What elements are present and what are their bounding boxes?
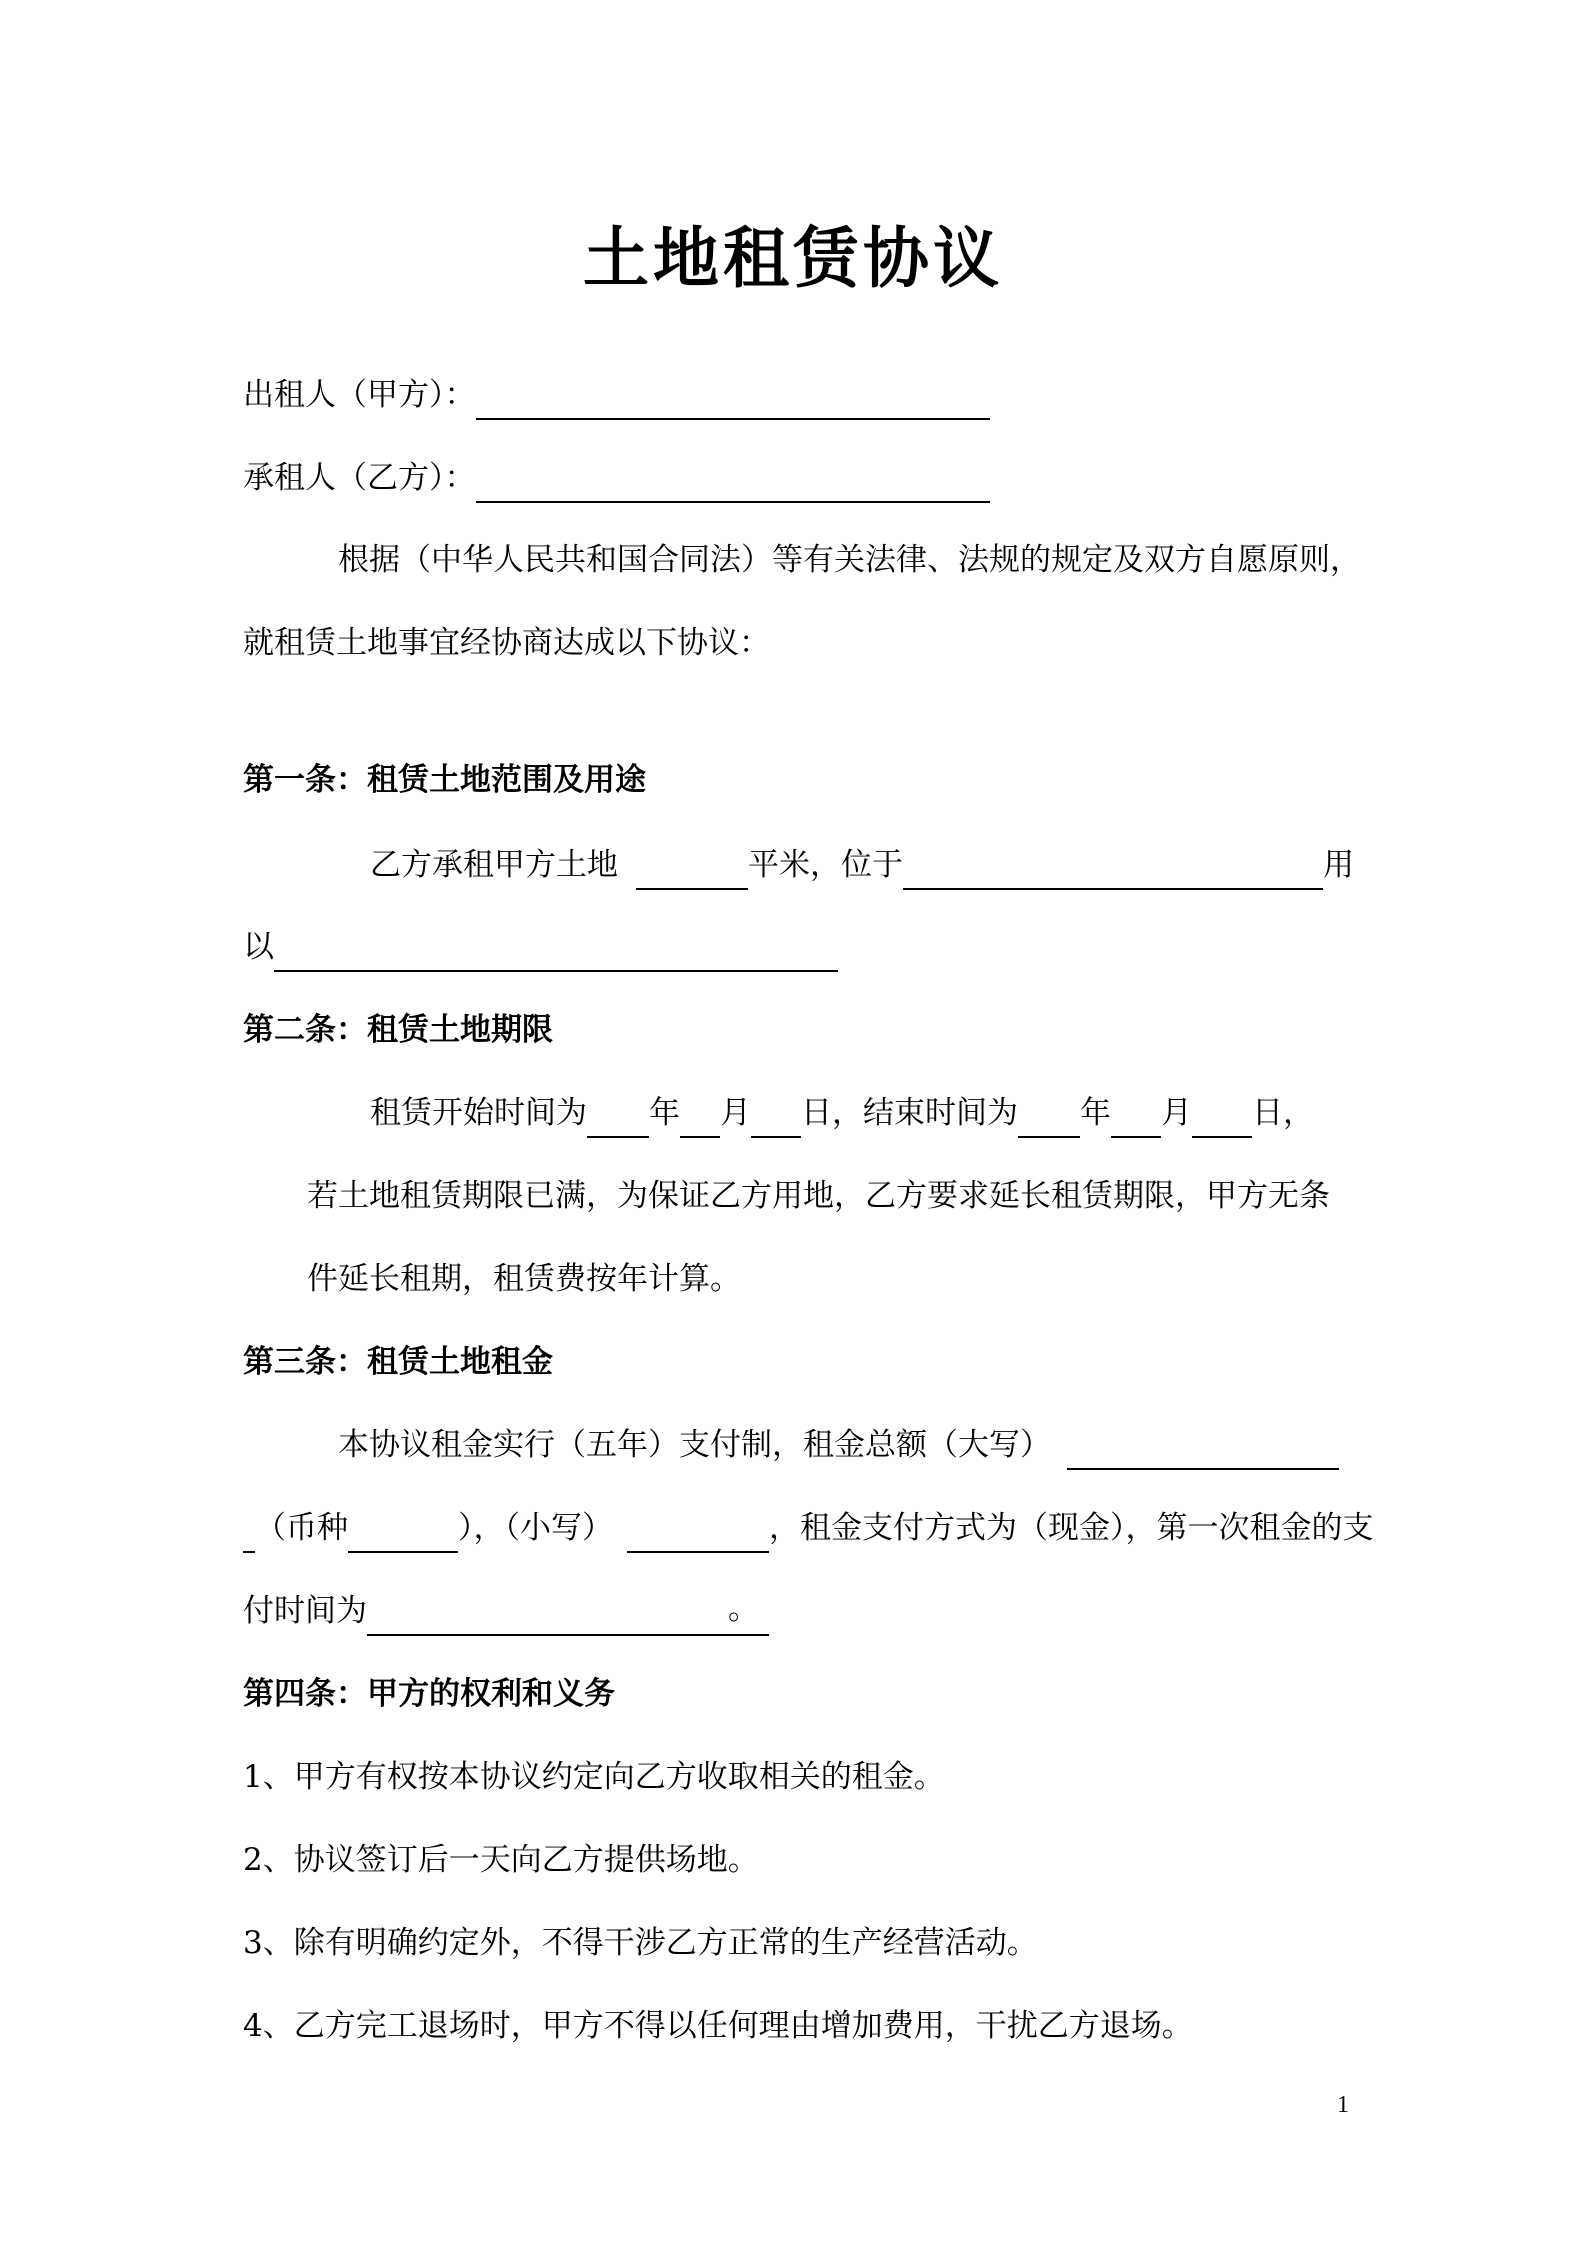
rent-total-uppercase-blank[interactable] (1067, 1428, 1339, 1470)
article1-text-c: 用 (1323, 846, 1354, 883)
page-number: 1 (1337, 2092, 1349, 2118)
year-label: 年 (649, 1094, 680, 1131)
article1-text-b: 平米，位于 (748, 846, 903, 883)
payment-time-blank[interactable] (367, 1590, 769, 1636)
lessor-line (243, 360, 990, 420)
article2-line-1 (370, 1078, 1314, 1138)
lessee-label: 承租人（乙方）： (243, 459, 476, 496)
preamble-text-2: 就租赁土地事宜经协商达成以下协议： (243, 624, 770, 661)
article1-heading (243, 745, 646, 805)
lessor-label: 出租人（甲方）： (243, 376, 476, 413)
currency-underline (243, 1511, 255, 1553)
rent-total-label: 本协议租金实行（五年）支付制，租金总额（大写） (338, 1426, 1051, 1463)
month-label: 月 (1161, 1094, 1192, 1131)
article1-heading-text: 第一条：租赁土地范围及用途 (243, 761, 646, 798)
list-item (243, 1825, 759, 1885)
list-item-number: 4 (243, 2007, 263, 2044)
list-item (243, 1908, 1038, 1968)
list-item-text: 、除有明确约定外，不得干涉乙方正常的生产经营活动。 (262, 1924, 1038, 1961)
start-month-blank[interactable] (680, 1096, 720, 1138)
article2-heading-text: 第二条：租赁土地期限 (243, 1011, 553, 1048)
article2-line-3 (307, 1244, 741, 1304)
article3-line-1 (338, 1410, 1339, 1470)
end-month-blank[interactable] (1111, 1096, 1161, 1138)
start-year-blank[interactable] (587, 1096, 649, 1138)
payment-time-label: 付时间为 (243, 1592, 367, 1629)
list-item-text: 、协议签订后一天向乙方提供场地。 (262, 1841, 759, 1878)
article3-line-3 (243, 1576, 769, 1636)
preamble-line-1 (338, 525, 1361, 585)
day-label: 日， (1252, 1094, 1314, 1131)
list-item-number: 3 (243, 1924, 263, 1961)
year-label: 年 (1080, 1094, 1111, 1131)
article1-line-1 (370, 830, 1354, 890)
article2-heading (243, 995, 553, 1055)
article1-text-d: 以 (243, 928, 274, 965)
preamble-line-2 (243, 608, 770, 668)
list-item-number: 1 (243, 1758, 263, 1795)
end-day-blank[interactable] (1192, 1096, 1252, 1138)
rent-lowercase-label: ），（小写） (458, 1509, 613, 1546)
lessee-blank[interactable] (476, 461, 990, 503)
article3-line-2 (243, 1493, 1374, 1553)
location-blank[interactable] (903, 848, 1323, 890)
article3-heading (243, 1327, 553, 1387)
article1-line-2 (243, 912, 838, 972)
start-time-label: 租赁开始时间为 (370, 1094, 587, 1131)
lessee-line (243, 443, 990, 503)
start-day-blank[interactable] (751, 1096, 801, 1138)
list-item-number: 2 (243, 1841, 263, 1878)
document-title: 土地租赁协议 (583, 220, 1003, 297)
payment-method-text: ，租金支付方式为（现金），第一次租金的支 (769, 1509, 1374, 1546)
article2-text-2: 若土地租赁期限已满，为保证乙方用地，乙方要求延长租赁期限，甲方无条 (307, 1177, 1330, 1214)
rent-lowercase-blank[interactable] (627, 1511, 769, 1553)
article3-heading-text: 第三条：租赁土地租金 (243, 1343, 553, 1380)
usage-blank[interactable] (274, 930, 838, 972)
article4-heading-text: 第四条：甲方的权利和义务 (243, 1675, 615, 1712)
list-item (243, 1742, 945, 1802)
month-label: 月 (720, 1094, 751, 1131)
list-item-text: 、乙方完工退场时，甲方不得以任何理由增加费用，干扰乙方退场。 (262, 2007, 1193, 2044)
article2-line-2 (307, 1161, 1330, 1221)
preamble-text-1: 根据（中华人民共和国合同法）等有关法律、法规的规定及双方自愿原则， (338, 541, 1361, 578)
article4-heading (243, 1659, 615, 1719)
currency-label: （币种 (255, 1509, 348, 1546)
list-item (243, 1991, 1193, 2051)
lessor-blank[interactable] (476, 378, 990, 420)
period-mark: 。 (728, 1590, 759, 1627)
end-year-blank[interactable] (1018, 1096, 1080, 1138)
end-time-label: 日，结束时间为 (801, 1094, 1018, 1131)
list-item-text: 、甲方有权按本协议约定向乙方收取相关的租金。 (262, 1758, 945, 1795)
article1-text-a: 乙方承租甲方土地 (370, 846, 618, 883)
article2-text-3: 件延长租期，租赁费按年计算。 (307, 1260, 741, 1297)
area-blank[interactable] (636, 848, 748, 890)
currency-blank[interactable] (348, 1511, 458, 1553)
